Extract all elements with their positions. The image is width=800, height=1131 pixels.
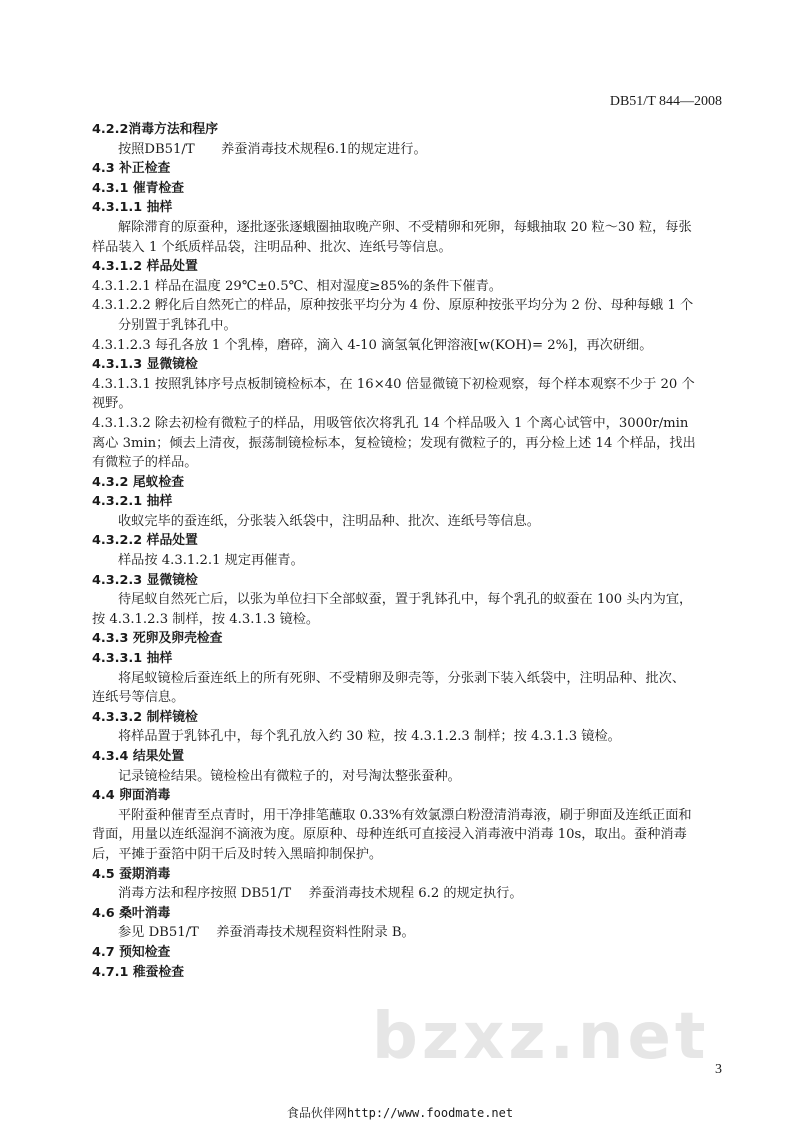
paragraph-line: 4.3.1.2.3 每孔各放 1 个乳棒，磨碎，滴入 4-10 滴氢氧化钾溶液[w(KOH)= 2%]，再次研细。 (92, 337, 653, 353)
section-heading: 4.2.2消毒方法和程序 (92, 122, 219, 137)
paragraph-line: 样品装入 1 个纸质样品袋，注明品种、批次、连纸号等信息。 (92, 239, 452, 255)
paragraph-line: 将样品置于乳钵孔中，每个乳孔放入约 30 粒，按 4.3.1.2.3 制样；按 4.3.1.3 镜检。 (118, 729, 621, 745)
section-heading: 4.7 预知检查 (92, 944, 171, 960)
section-heading: 4.3.2.3 显微镜检 (92, 572, 198, 588)
paragraph-line: 收蚁完毕的蚕连纸，分张装入纸袋中，注明品种、批次、连纸号等信息。 (118, 513, 540, 529)
footer-link[interactable]: http://www.foodmate.net (346, 1106, 514, 1120)
section-heading: 4.5 蚕期消毒 (92, 866, 171, 882)
section-heading: 4.3.1 催青检查 (92, 180, 185, 196)
paragraph-line: 按 4.3.1.2.3 制样，按 4.3.1.3 镜检。 (92, 611, 320, 627)
paragraph-line: 将尾蚁镜检后蚕连纸上的所有死卵、不受精卵及卵壳等，分张剥下装入纸袋中，注明品种、批次、 (118, 670, 686, 686)
footer (0, 1104, 800, 1121)
paragraph-line: 参见 DB51/T 养蚕消毒技术规程资料性附录 B。 (118, 925, 415, 941)
paragraph-line: 有微粒子的样品。 (92, 455, 198, 471)
paragraph-line: 样品按 4.3.1.2.1 规定再催青。 (118, 553, 304, 569)
document-body (92, 120, 728, 982)
paragraph-line: 消毒方法和程序按照 DB51/T 养蚕消毒技术规程 6.2 的规定执行。 (118, 886, 523, 902)
section-heading: 4.3 补正检查 (92, 161, 171, 177)
paragraph-line: 平附蚕种催青至点青时，用干净排笔蘸取 0.33%有效氯漂白粉澄清消毒液，刷于卵面及连纸正面和 (118, 807, 692, 823)
section-heading: 4.3.1.2 样品处置 (92, 259, 198, 275)
paragraph-line: 按照DB51/T 养蚕消毒技术规程6.1的规定进行。 (118, 141, 427, 157)
paragraph-line: 连纸号等信息。 (92, 690, 185, 706)
page-number: 3 (715, 1062, 722, 1077)
section-heading: 4.3.1.3 显微镜检 (92, 357, 198, 373)
section-heading: 4.3.1.1 抽样 (92, 200, 173, 216)
paragraph-line: 视野。 (92, 396, 132, 412)
paragraph-line: 分别置于乳钵孔中。 (118, 317, 237, 333)
paragraph-line: 4.3.1.2.1 样品在温度 29℃±0.5℃、相对湿度≥85%的条件下催青。 (92, 278, 502, 294)
section-heading: 4.3.3.1 抽样 (92, 651, 173, 667)
paragraph-line: 解除滞育的原蚕种，逐批逐张逐蛾圈抽取晚产卵、不受精卵和死卵，每蛾抽取 20 粒～30 粒，每张 (118, 219, 692, 235)
section-heading: 4.3.4 结果处置 (92, 749, 185, 764)
paragraph-line: 记录镜检结果。镜检检出有微粒子的，对号淘汰整张蚕种。 (118, 768, 461, 784)
watermark-text: bzxz.net (372, 1000, 710, 1074)
section-heading: 4.3.2 尾蚁检查 (92, 474, 185, 490)
section-heading: 4.3.3.2 制样镜检 (92, 709, 198, 725)
paragraph-line: 4.3.1.2.2 孵化后自然死亡的样品，原种按张平均分为 4 份、原原种按张平均分为 2 份、母种每蛾 1 个 (92, 298, 694, 314)
section-heading: 4.3.2.2 样品处置 (92, 533, 198, 549)
paragraph-line: 背面，用量以连纸湿润不滴液为度。原原种、母种连纸可直接浸入消毒液中消毒 10s，取出。蚕种消毒 (92, 827, 687, 843)
section-heading: 4.7.1 稚蚕检查 (92, 964, 185, 980)
paragraph-line: 待尾蚁自然死亡后，以张为单位扫下全部蚁蚕，置于乳钵孔中，每个乳孔的蚁蚕在 100 头内为宜， (118, 592, 693, 608)
section-heading: 4.3.2.1 抽样 (92, 494, 173, 510)
document-code: DB51/T 844—2008 (609, 94, 722, 109)
footer-site-name: 食品伙伴网 (286, 1106, 347, 1120)
paragraph-line: 离心 3min；倾去上清夜，振荡制镜检标本，复检镜检；发现有微粒子的，再分检上述 14 个样品，找出 (92, 435, 696, 451)
section-heading: 4.4 卵面消毒 (92, 788, 171, 804)
paragraph-line: 4.3.1.3.1 按照乳钵序号点板制镜检标本，在 16×40 倍显微镜下初检观察，每个样本观察不少于 20 个 (92, 376, 695, 392)
paragraph-line: 4.3.1.3.2 除去初检有微粒子的样品，用吸管依次将乳孔 14 个样品吸入 1 个离心试管中，3000r/min (92, 415, 689, 431)
paragraph-line: 后，平摊于蚕箔中阴干后及时转入黑暗抑制保护。 (92, 846, 383, 862)
section-heading: 4.6 桑叶消毒 (92, 905, 171, 921)
section-heading: 4.3.3 死卵及卵壳检查 (92, 631, 223, 647)
